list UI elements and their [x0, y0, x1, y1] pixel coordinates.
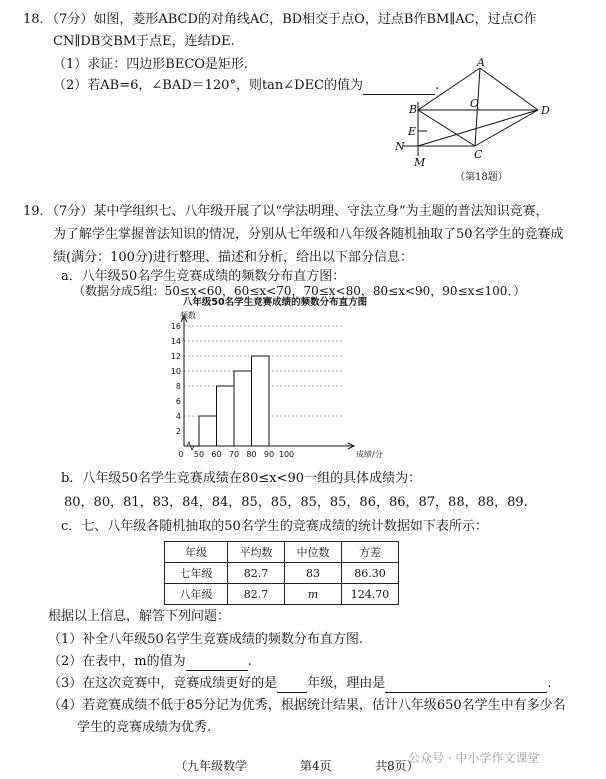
y-tick-label: 14 [170, 337, 181, 346]
y-axis-label: 频数 [180, 311, 196, 320]
label-b: B [409, 103, 418, 116]
y-tick-label: 12 [170, 352, 181, 361]
label-a: A [477, 58, 485, 69]
footer-subject: （九年级数学 [175, 759, 248, 773]
rhombus-figure [395, 58, 555, 188]
figure-caption: （第18题） [455, 172, 508, 183]
table-cell: m [285, 584, 342, 605]
chart-title: 八年级50名学生竞赛成绩的频数分布直方图 [182, 297, 368, 308]
q18-sub2-end: . [435, 78, 440, 93]
q18-line2: CN∥DB交BM于点E，连结DE. [53, 34, 235, 49]
q19-p4a: （4）若竞赛成绩不低于85分记为优秀，根据统计结果，估计八年级650名学生中有多少名 [48, 698, 566, 713]
x-tick-label: 100 [278, 450, 295, 459]
y-tick-labels [171, 322, 181, 436]
x-axis-label: 成绩/分 [356, 450, 383, 459]
histogram-bar [252, 356, 270, 446]
x-tick-label: 90 [263, 450, 275, 459]
label-n: N [395, 140, 405, 153]
label-o: O [470, 97, 480, 110]
q19-line3: 绩(满分：100分)进行整理、描述和分析，给出以下部分信息： [53, 250, 413, 265]
q19-p1: （1）补全八年级50名学生竞赛成绩的频数分布直方图. [48, 632, 363, 647]
q19-p3-text2: 年级，理由是 [307, 676, 386, 691]
q19-p2 [48, 653, 252, 671]
q19-b-title: b．八年级50名学生竞赛成绩在80≤x<90一组的具体成绩为： [61, 471, 422, 486]
q19-line1: 19．（7分）某中学组织七、八年级开展了以“学法明理、守法立身”为主题的普法知识竞赛， [23, 204, 549, 219]
stats-table [164, 541, 399, 605]
label-m: M [414, 156, 426, 169]
histogram-bar [199, 416, 217, 446]
q19-a-title: a．八年级50名学生竞赛成绩的频数分布直方图： [61, 269, 346, 284]
x-tick-label: 70 [228, 450, 240, 459]
edge-cd [475, 110, 538, 146]
x-tick-label: 60 [211, 450, 222, 459]
y-tick-label: 10 [170, 367, 181, 376]
q19-p3-end: . [547, 676, 552, 691]
table-cell: 八年级 [165, 584, 228, 605]
table-cell: 86.30 [342, 563, 399, 584]
q18-sub2-text: （2）若AB=6，∠BAD＝120°，则tan∠DEC的值为 [53, 78, 364, 93]
x-tick-labels [178, 450, 294, 459]
table-header-cell: 年级 [165, 542, 228, 563]
edge-ad [480, 68, 538, 110]
q19-p2-end: . [247, 654, 252, 669]
y-tick-label: 2 [175, 427, 181, 436]
x-tick-label: 80 [246, 450, 257, 459]
table-header-cell: 平均数 [228, 542, 285, 563]
table-cell: 83 [285, 563, 342, 584]
q19-p2-text: （2）在表中，m的值为 [48, 654, 186, 669]
line-de [418, 110, 538, 146]
label-c: C [474, 148, 483, 161]
footer-total: 共8页） [375, 759, 419, 773]
table-header-row [165, 542, 399, 563]
table-header-cell: 方差 [342, 542, 399, 563]
q19-b-data: 80，80，81，83，84，84，85，85，85，85，86，86，87，88，88，89. [64, 495, 528, 510]
q19-p4b: 学生的竞赛成绩为优秀. [77, 720, 212, 735]
x-tick-label: 50 [193, 450, 205, 459]
label-d: D [541, 104, 550, 117]
answer-blank-reason[interactable] [385, 678, 547, 693]
watermark: 公众号 · 中小学作文课堂 [408, 751, 540, 765]
table-header-cell: 中位数 [285, 542, 342, 563]
y-tick-label: 6 [175, 397, 181, 406]
table-cell: 124.70 [342, 584, 399, 605]
q19-p3 [48, 675, 551, 693]
x-tick-label: 0 [178, 450, 184, 459]
histogram-chart [150, 296, 400, 462]
bars-group [199, 356, 269, 446]
histogram-bar [234, 371, 252, 446]
q18-line1: 18．（7分）如图，菱形ABCD的对角线AC，BD相交于点O，过点B作BM∥AC，过点C作 [23, 12, 537, 27]
edge-bc [418, 110, 475, 146]
q18-sub2 [53, 77, 439, 95]
q19-line2: 为了解学生掌握普法知识的情况，分别从七年级和八年级各随机抽取了50名学生的竞赛成 [53, 227, 564, 242]
q18-sub1: （1）求证：四边形BECO是矩形. [53, 57, 249, 72]
answer-blank-grade[interactable] [277, 678, 307, 693]
y-tick-label: 16 [170, 322, 181, 331]
q19-a-note: （数据分成5组：50≤x<60，60≤x<70，70≤x<80，80≤x<90，90≤x≤100．） [73, 284, 526, 298]
q19-c-title: c．七、八年级各随机抽取的50名学生的竞赛成绩的统计数据如下表所示： [61, 519, 488, 534]
y-tick-label: 4 [175, 412, 181, 421]
q19-prompt: 根据以上信息，解答下列问题： [48, 609, 231, 624]
table-cell: 82.7 [228, 584, 285, 605]
q19-p3-text: （3）在这次竞赛中，竞赛成绩更好的是 [48, 676, 278, 691]
footer-page: 第4页 [300, 759, 332, 773]
label-e: E [408, 125, 417, 138]
histogram-bar [217, 386, 235, 446]
table-cell: 七年级 [165, 563, 228, 584]
table-cell: 82.7 [228, 563, 285, 584]
y-tick-label: 8 [175, 382, 181, 391]
answer-blank-m[interactable] [186, 656, 248, 671]
table-row [165, 563, 399, 584]
table-row [165, 584, 399, 605]
